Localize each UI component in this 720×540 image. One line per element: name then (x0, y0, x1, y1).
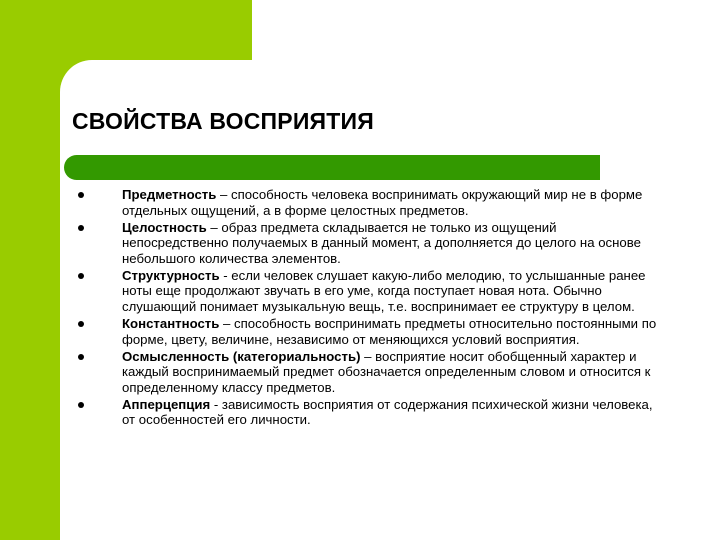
green-left-strip (0, 0, 60, 540)
item-term: Осмысленность (категориальность) (122, 348, 361, 364)
list-item-constancy (78, 316, 658, 347)
item-term: Предметность (122, 187, 217, 202)
item-text: - зависимость восприятия от содержания психической жизни человека, от особенностей его личности. (122, 396, 653, 428)
item-text: – способность человека воспринимать окружающий мир не в форме отдельных ощущений, а в форме целостных предметов. (122, 187, 643, 218)
bullet-icon (78, 321, 84, 327)
item-text: – способность воспринимать предметы относительно постоянными по форме, цвету, величине, независимо от меняющихся условий восприятия. (122, 315, 657, 347)
item-text: – восприятие носит обобщенный характер и каждый воспринимаемый предмет обозначается определенным словом и относится к определенному классу предметов. (122, 348, 651, 395)
title-underline-bar (64, 155, 600, 180)
bullet-icon (78, 354, 84, 360)
item-term: Константность (122, 315, 220, 331)
list-item-apperception (78, 397, 658, 428)
bullet-icon (78, 192, 84, 198)
property-list (78, 187, 658, 429)
bullet-icon (78, 273, 84, 279)
list-item-objectivity (78, 187, 658, 218)
item-term: Апперцепция (122, 396, 211, 412)
list-item-integrity (78, 220, 658, 267)
item-text: - если человек слушает какую-либо мелодию, то услышанные ранее ноты еще продолжают звучать в его уме, когда поступает новая нота. Обычно слушающий понимает музыкальную вещь, т.е. воспринимает ее структуру в целом. (122, 267, 646, 314)
item-term: Целостность (122, 219, 207, 235)
item-text: – образ предмета складывается не только из ощущений непосредственно получаемых в данный момент, а дополняется до целого на основе небольшого количества элементов. (122, 219, 641, 266)
bullet-icon (78, 225, 84, 231)
bullet-icon (78, 402, 84, 408)
item-term: Структурность (122, 267, 220, 283)
slide-title: СВОЙСТВА ВОСПРИЯТИЯ (72, 108, 375, 134)
list-item-structure (78, 268, 658, 315)
list-item-meaningfulness (78, 349, 658, 396)
